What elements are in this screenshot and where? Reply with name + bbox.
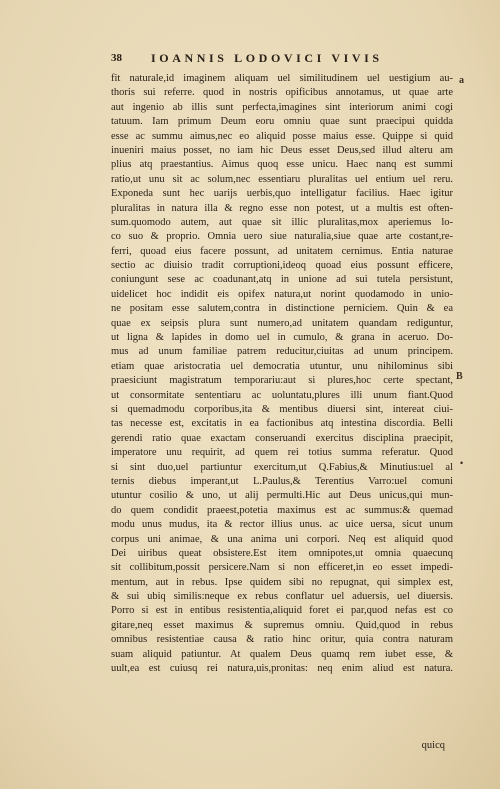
running-head: IOANNIS LODOVICI VIVIS (151, 51, 383, 65)
text-line: sit collibitum,possit persicere.Nam si non efficeret,in eo esset impedi- (111, 562, 453, 574)
page-number: 38 (111, 52, 122, 64)
text-line: coniungunt sese ac coadunant,atq in unione ad sui tutela persistunt, (111, 274, 453, 286)
margin-note-a: a (459, 75, 464, 86)
text-line: praesiciunt magistratum temporariu:aut si plures,hoc certe spectant, (111, 375, 453, 387)
text-line: & sui ubiq similis:neque ex rebus conflatur uel aduersis, uel diuersis. (111, 591, 453, 603)
text-line: ne positam esse salutem,contra in distinctione perniciem. Quin & ea (111, 303, 453, 315)
text-line: Exponeda sunt hec uarijs uerbis,quo intelligatur facilius. Haec igitur (111, 188, 453, 200)
text-line: Porro si est in entibus resistentia,aliquid foret ei par,quod nefas est co (111, 605, 453, 617)
catchword: quicq (421, 740, 445, 751)
text-line: etiam quae aristocratia uel democratia utuntur, unu nihilominus sibi (111, 360, 453, 372)
text-line: inueniri maius posset, no iam hic Deus esset Deus,sed illud alteru am (111, 144, 453, 156)
text-line: gerendi ratio quae exactam conseruandi exercitus disciplina praecipit, (111, 432, 453, 444)
text-line: uult,ea est cuiusq rei natura,uis,pronitas: neq enim aliud est natura. (111, 663, 453, 675)
text-line: ferri, quoad eius facere possunt, ad unitatem cernimus. Entia naturae (111, 245, 453, 257)
text-line: thoris sui referre. quod in nostris opificibus annotamus, ut quae arte (111, 87, 453, 99)
text-line: mus ad unum familiae patrem reducitur,ciuitas ad unum principem. (111, 346, 453, 358)
text-line: tatuum. Iam primum Deum eoru omniu quae sunt praecipui quidda (111, 116, 453, 128)
text-line: fit naturale,id imaginem aliquam uel similitudinem uel uestigium au- (111, 73, 453, 84)
text-line: do quem condidit praeest,potetia maximus est ac summus:& quemad (111, 504, 453, 516)
text-line: esse ac summu aimus,nec eo aliquid posse maius esse. Quippe si quid (111, 130, 453, 142)
text-line: ratio,ut unu sit ac solum,nec essentiaru pluralitas uel entium uel reru. (111, 173, 453, 185)
text-line: co suo & proprio. Omnia uero siue naturalia,siue quae arte costant,re- (111, 231, 453, 243)
text-line: mentum, aut in rebus. Ipse quidem sibi no repugnat, qui simplex est, (111, 576, 453, 588)
text-line: tas necesse est, excitatis in ea factionibus atq intestina discordia. Belli (111, 418, 453, 430)
text-line: plius atq praestantius. Aimus quoq esse unicu. Haec nanq est summi (111, 159, 453, 171)
text-line: sectio ac diuisio tradit corruptioni,ideoq quoad eius possunt efficere, (111, 260, 453, 272)
text-line: ternis diebus imperant,ut L.Paulus,& Terentius Varro:uel comuni (111, 475, 453, 487)
text-line: imperatore unu requirit, ad quem rei totius summa referatur. Quod (111, 447, 453, 459)
text-line: gitare,neq esset maximus & supremus omniu. Quid,quod in rebus (111, 619, 453, 631)
text-line: ut consormitate sententiaru ac uoluntatu,plures illi unum fiant.Quod (111, 389, 453, 401)
text-line: aut ingenio ab illis sunt perfecta,imagines sint interiorum animi cogi (111, 101, 453, 113)
text-line: si quemadmodu corporibus,ita & mentibus diuersi sint, intereat ciui- (111, 403, 453, 415)
text-line: uidelicet hoc indidit eis opifex natura,ut norint quodamodo in unio- (111, 288, 453, 300)
text-line: suam aliquid patiuntur. At qualem Deus quamq rem iubet esse, & (111, 648, 453, 660)
text-line: utuntur cosilio & uno, ut alij permulti.Hic aut Deus unicus,qui mun- (111, 490, 453, 502)
text-line: Dei uiribus queat obsistere.Est item omnipotes,ut omnia quaecunq (111, 547, 453, 559)
body-text (111, 72, 453, 676)
text-line: corpus uni animae, & una anima uni corpori. Neq est aliquid quod (111, 533, 453, 545)
text-line: si sint duo,uel partiuntur exercitum,ut Q.Fabius,& Minutius:uel al (111, 461, 453, 473)
text-line: sum.quomodo autem, aut quae sit illic pluralitas,mox aperiemus lo- (111, 216, 453, 228)
text-line: modu unus mudus, ita & rector illius unus. ac uice uersa, sicut unum (111, 519, 453, 531)
text-line: ut ligna & lapides in domo uel in cumulo, & grana in aceruo. Do- (111, 332, 453, 344)
text-line: quae ex seipsis plura sunt numero,ad unitatem quandam rediguntur, (111, 317, 453, 329)
text-line: omnibus resistentiae causa & ratio hinc oritur, quia contra naturam (111, 634, 453, 646)
text-line: pluralitas in natura illa & regno esse non potest, ut a multis est often- (111, 202, 453, 214)
margin-note-b: B (456, 371, 463, 382)
margin-mark: • (460, 458, 464, 468)
